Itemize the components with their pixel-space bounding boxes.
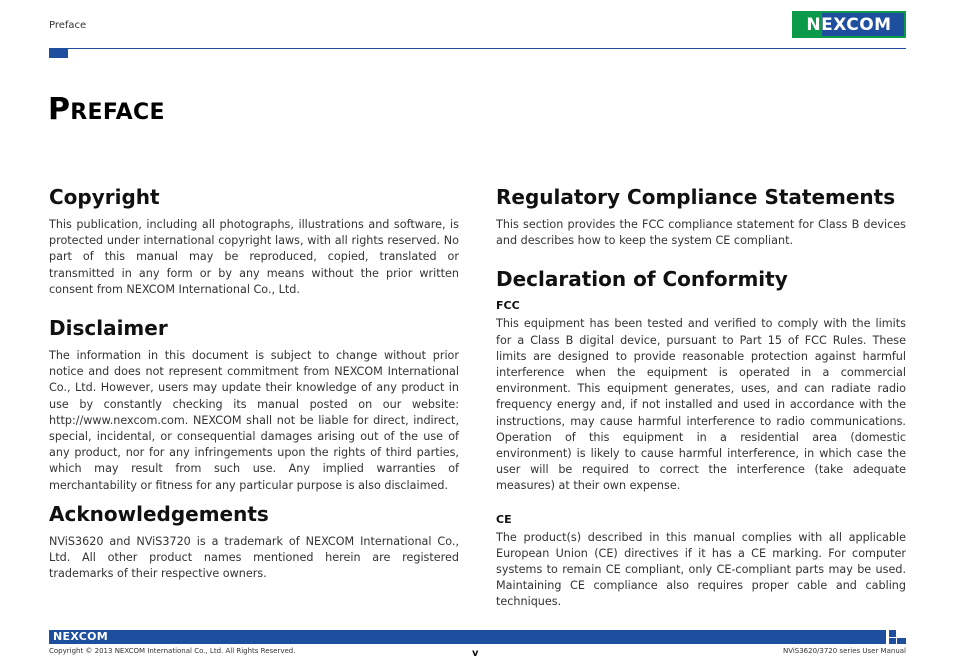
- acknowledgements-body: NViS3620 and NViS3720 is a trademark of NEXCOM International Co., Ltd. All other product names mentioned herein are registered trademarks of their respective owners.: [49, 534, 459, 581]
- copyright-heading: Copyright: [49, 185, 160, 209]
- disclaimer-heading: Disclaimer: [49, 316, 168, 341]
- regulatory-heading: Regulatory Compliance Statements: [496, 185, 896, 209]
- acknowledgements-section: [49, 500, 459, 583]
- regulatory-section: [496, 183, 906, 249]
- page-title-rest: REFACE: [70, 100, 165, 125]
- footer-manual-name: NViS3620/3720 series User Manual: [782, 647, 906, 655]
- logo-text: NEXCOM: [806, 14, 892, 35]
- page-title-initial: P: [48, 92, 71, 127]
- conformity-section: [496, 265, 906, 610]
- footer-corner-square: [889, 638, 896, 644]
- header-rule-block: [49, 49, 68, 58]
- ce-body: The product(s) described in this manual complies with all applicable European Union (CE) directives if it has a CE marking. For computer systems to remain CE compliant, only CE-compliant parts may be used. Maintaining CE compliance also requires proper cable and cabling techniques.: [496, 530, 906, 609]
- regulatory-body: This section provides the FCC compliance statement for Class B devices and describes how to keep the system CE compliant.: [496, 218, 906, 248]
- acknowledgements-heading: Acknowledgements: [49, 501, 269, 526]
- header-section-label: Preface: [49, 20, 87, 31]
- fcc-label: FCC: [496, 299, 520, 313]
- copyright-body: This publication, including all photographs, illustrations and software, is protected under international copyright laws, with all rights reserved. No part of this manual may be reproduced, copied, translated or transmitted in any form or by any means without the prior written consent from NEXCOM International Co., Ltd.: [49, 218, 459, 296]
- footer-bar: [49, 630, 886, 644]
- copyright-section: [49, 183, 459, 298]
- footer-corner-square: [889, 630, 896, 637]
- disclaimer-body: The information in this document is subject to change without prior notice and does not represent commitment from NEXCOM International Co., Ltd. However, users may update their knowledge of any product in use by constantly checking its manual posted on our website: http://www.nexcom.com. NEXCOM shall not be liable for direct, indirect, special, incidental, or consequential damages arising out of the use of any product, nor for any infringements upon the rights of third parties, which may result from such use. Any implied warranties of merchantability or fitness for any particular purpose is also disclaimed.: [49, 349, 459, 492]
- left-column: [49, 183, 459, 582]
- nexcom-logo: [792, 11, 906, 38]
- ce-label: CE: [496, 512, 512, 526]
- footer-logo: NEXCOM: [53, 630, 108, 643]
- fcc-body: This equipment has been tested and verified to comply with the limits for a Class B digital device, pursuant to Part 15 of FCC Rules. These limits are designed to provide reasonable protection against harmful interference when the equipment is operated in a commercial environment. This equipment generates, uses, and can radiate radio frequency energy and, if not installed and used in accordance with the instructions, may cause harmful interference to radio communications. Operation of this equipment in a residential area (domestic environment) is likely to cause harmful interference, in which case the user will be required to correct the interference (take adequate measures) at their own expense.: [496, 317, 906, 493]
- footer-corner-square: [897, 638, 906, 644]
- right-column: [496, 183, 906, 611]
- page-number: v: [472, 648, 479, 659]
- header-rule: [49, 48, 906, 49]
- conformity-heading: Declaration of Conformity: [496, 267, 788, 292]
- page-title: [48, 92, 165, 127]
- disclaimer-section: [49, 314, 459, 494]
- footer-copyright: Copyright © 2013 NEXCOM International Co., Ltd. All Rights Reserved.: [49, 647, 296, 655]
